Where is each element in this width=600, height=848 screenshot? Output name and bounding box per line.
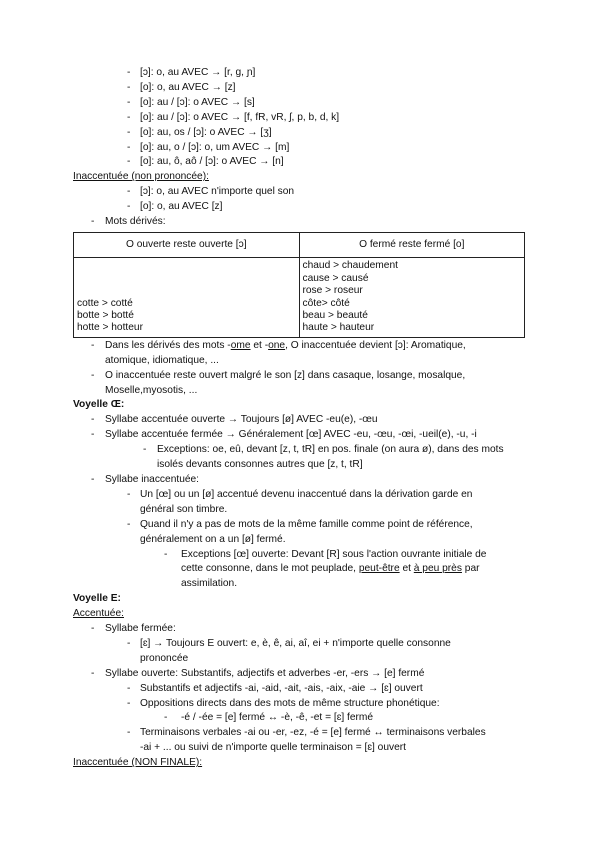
bullet-dash: - <box>91 473 95 485</box>
table-cell-line: botte > botté <box>77 310 134 321</box>
mots-derives-label: Mots dérivés: <box>105 216 166 228</box>
bullet-dash: - <box>143 444 147 456</box>
list-item <box>0 66 600 81</box>
list-item-continuation: général son timbre. <box>140 503 228 515</box>
list-item <box>0 637 600 652</box>
text-fragment: et <box>399 563 414 575</box>
list-item <box>0 200 600 215</box>
list-item <box>0 111 600 126</box>
list-item <box>0 488 600 503</box>
table-cell-line: cause > causé <box>302 272 369 284</box>
table-cell-line: chaud > chaudement <box>302 260 398 272</box>
underlined-term: one <box>268 339 286 351</box>
list-item <box>0 473 600 488</box>
bullet-dash: - <box>91 369 95 381</box>
bullet-dash: - <box>127 682 131 694</box>
list-item <box>0 141 600 156</box>
list-item-text: Syllabe fermée: <box>105 623 176 635</box>
list-item <box>0 711 600 726</box>
list-item <box>0 126 600 141</box>
list-item-text: [o]: au, o / [ɔ]: o, um AVEC → [m] <box>140 141 290 153</box>
list-item <box>0 81 600 96</box>
bullet-dash: - <box>127 488 131 500</box>
underlined-term: peut-être <box>358 563 400 575</box>
derived-words-table <box>73 232 525 338</box>
list-item-text: [o]: au / [ɔ]: o AVEC → [f, fR, vR, ʃ, p, b, d, k] <box>140 111 340 123</box>
text-fragment: et - <box>250 339 269 351</box>
list-item-text: Oppositions directs dans des mots de même structure phonétique: <box>140 697 440 709</box>
list-item-text: Un [œ] ou un [ø] accentué devenu inaccentué dans la dérivation garde en <box>140 488 473 500</box>
table-cell-closed-o <box>299 258 525 337</box>
bullet-dash: - <box>91 667 95 679</box>
bullet-dash: - <box>127 141 131 153</box>
list-item-text: Exceptions [œ] ouverte: Devant [R] sous l'action ouvrante initiale de <box>181 548 487 560</box>
list-item-continuation: assimilation. <box>181 578 238 590</box>
bullet-dash: - <box>127 156 131 168</box>
list-item-text: Quand il n'y a pas de mots de la même famille comme point de référence, <box>140 518 473 530</box>
table-row <box>74 258 525 337</box>
list-item-continuation: Moselle,myosotis, ... <box>105 384 198 396</box>
table-cell-line: haute > hauteur <box>302 322 375 334</box>
list-item-mots-derives <box>0 215 600 230</box>
list-item-text: [o]: au, os / [ɔ]: o AVEC → [ʒ] <box>140 126 272 138</box>
list-item-text: Exceptions: oe, eû, devant [z, t, tR] en pos. finale (on aura ø), dans des mots <box>157 444 504 456</box>
list-item-text: [ɔ]: o, au AVEC → [r, g, ɲ] <box>140 67 256 78</box>
bullet-dash: - <box>91 414 95 426</box>
list-item-text: -é / -ée = [e] fermé ↔ -è, -ê, -et = [ɛ] fermé <box>181 712 374 724</box>
bullet-dash: - <box>127 111 131 123</box>
list-item-text: Syllabe ouverte: Substantifs, adjectifs et adverbes -er, -ers → [e] fermé <box>105 667 425 679</box>
list-item-text: [o]: o, au AVEC [z] <box>140 201 223 213</box>
list-item-continuation <box>0 562 600 577</box>
list-item-text: O inaccentuée reste ouvert malgré le son [z] dans casaque, losange, mosalque, <box>105 369 466 381</box>
list-item-continuation: prononcée <box>140 652 189 664</box>
list-item <box>0 155 600 170</box>
table-cell-line: côte> côté <box>302 297 350 309</box>
bullet-dash: - <box>127 126 131 138</box>
list-item <box>0 548 600 563</box>
list-item <box>0 339 600 354</box>
list-item <box>0 443 600 458</box>
bullet-dash: - <box>91 429 95 441</box>
section-title-voyelle-e: Voyelle E: <box>73 593 121 605</box>
list-item-text: Substantifs et adjectifs -ai, -aid, -ait, -ais, -aix, -aie → [ɛ] ouvert <box>140 682 423 694</box>
list-item-text: Syllabe inaccentuée: <box>105 473 200 485</box>
bullet-dash: - <box>91 623 95 635</box>
list-item-text: [o]: au, ô, aô / [ɔ]: o AVEC → [n] <box>140 156 284 168</box>
list-item <box>0 369 600 384</box>
bullet-dash: - <box>127 727 131 739</box>
list-item-text: [ɔ]: o, au AVEC n'importe quel son <box>140 186 295 198</box>
bullet-dash: - <box>164 548 168 560</box>
list-item <box>0 726 600 741</box>
section-heading-inaccentuee-non-finale: Inaccentuée (NON FINALE): <box>73 757 203 769</box>
text-fragment: , O inaccentuée devient [ɔ]: Aromatique, <box>285 339 466 351</box>
list-item-text: Syllabe accentuée ouverte → Toujours [ø] AVEC -eu(e), -œu <box>105 414 378 426</box>
table-cell-open-o <box>74 258 300 337</box>
document-page <box>0 66 600 771</box>
underlined-term: ome <box>230 339 251 351</box>
list-item <box>0 96 600 111</box>
bullet-dash: - <box>164 712 168 724</box>
list-item <box>0 428 600 443</box>
text-fragment: cette consonne, dans le mot peuplade, <box>181 563 359 575</box>
list-item-text: [o]: au / [ɔ]: o AVEC → [s] <box>140 96 255 108</box>
table-cell-line: hotte > hotteur <box>77 322 143 334</box>
list-item-continuation: généralement on a un [ø] fermé. <box>140 533 286 545</box>
underlined-term: à peu près <box>413 563 462 575</box>
list-item-text: [ɛ] → Toujours E ouvert: e, è, ê, ai, aî, ei + n'importe quelle consonne <box>140 637 451 649</box>
list-item-continuation: isolés devants consonnes autres que [z, t, tR] <box>157 459 363 471</box>
bullet-dash: - <box>127 201 131 213</box>
bullet-dash: - <box>91 216 95 228</box>
list-item-continuation: atomique, idiomatique, ... <box>105 354 219 366</box>
table-header-closed-o: O fermé reste fermé [o] <box>299 232 525 257</box>
section-title-voyelle-oe: Voyelle Œ: <box>73 399 125 411</box>
text-fragment: par <box>461 563 480 575</box>
list-item <box>0 667 600 682</box>
table-cell-line: beau > beauté <box>302 310 368 321</box>
list-item-continuation: -ai + ... ou suivi de n'importe quelle terminaison = [ɛ] ouvert <box>140 742 406 754</box>
table-cell-line: cotte > cotté <box>77 297 133 309</box>
list-item-text: Terminaisons verbales -ai ou -er, -ez, -é = [e] fermé ↔ terminaisons verbales <box>140 727 486 739</box>
list-item <box>0 413 600 428</box>
table-header-row <box>74 232 525 257</box>
list-item <box>0 697 600 712</box>
list-item <box>0 622 600 637</box>
bullet-dash: - <box>127 96 131 108</box>
list-item-text: [o]: o, au AVEC → [z] <box>140 81 236 93</box>
bullet-dash: - <box>127 186 131 198</box>
bullet-dash: - <box>127 637 131 649</box>
text-fragment: Dans les dérivés des mots - <box>105 339 231 351</box>
table-header-open-o: O ouverte reste ouverte [ɔ] <box>74 232 300 257</box>
bullet-dash: - <box>127 81 131 93</box>
section-heading-accentuee: Accentuée: <box>73 608 124 620</box>
bullet-dash: - <box>127 518 131 530</box>
list-item-text: Syllabe accentuée fermée → Généralement [œ] AVEC -eu, -œu, -œi, -ueil(e), -u, -i <box>105 429 477 441</box>
table-cell-line: rose > roseur <box>302 285 363 297</box>
section-heading-inaccentuee: Inaccentuée (non prononcée): <box>73 171 209 183</box>
list-item <box>0 518 600 533</box>
bullet-dash: - <box>127 697 131 709</box>
list-item <box>0 185 600 200</box>
bullet-dash: - <box>127 67 131 78</box>
list-item <box>0 682 600 697</box>
bullet-dash: - <box>91 339 95 351</box>
